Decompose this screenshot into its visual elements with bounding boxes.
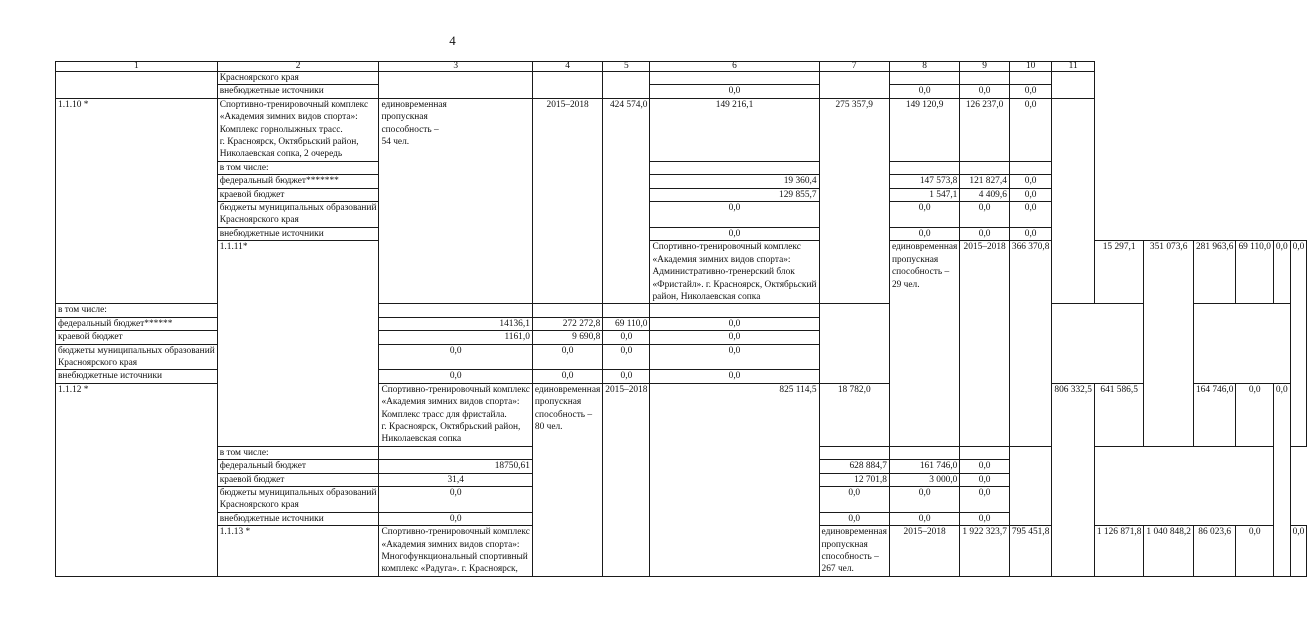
column-header: 3 — [379, 62, 532, 72]
table-cell: 31,4 — [379, 473, 532, 486]
table-cell: 69 110,0 — [603, 317, 650, 330]
table-row — [56, 227, 1307, 240]
source-label: в том числе: — [217, 161, 379, 174]
table-cell: 0,0 — [960, 460, 1010, 473]
item-name: Спортивно-тренировочный комплекс «Академия зимних видов спорта»: Многофункциональный спортивный комплекс «Радуга». г. Красноярск, — [379, 526, 532, 577]
table-cell: 1 547,1 — [889, 188, 959, 201]
source-label: в том числе: — [217, 446, 379, 459]
table-cell: 18 782,0 — [819, 383, 889, 446]
table-cell: 628 884,7 — [819, 460, 889, 473]
table-cell: 0,0 — [379, 370, 532, 383]
table-cell: 0,0 — [1009, 85, 1052, 98]
source-label: федеральный бюджет******* — [217, 175, 379, 188]
table-cell: 0,0 — [960, 473, 1010, 486]
table-cell: 0,0 — [1236, 383, 1273, 446]
table-cell: 0,0 — [960, 227, 1010, 240]
table-cell: 0,0 — [889, 487, 959, 513]
column-header-row — [56, 62, 1307, 72]
table-cell: 0,0 — [379, 487, 532, 513]
table-row — [56, 202, 1307, 228]
table-cell: 0,0 — [1009, 188, 1052, 201]
table-cell: 0,0 — [1290, 526, 1307, 577]
table-cell: 1 126 871,8 — [1094, 526, 1144, 577]
table-cell: 0,0 — [819, 487, 889, 513]
item-name: Спортивно-тренировочный комплекс «Академия зимних видов спорта»: Административно-тренерский блок «Фристайл». г. Красноярск, Октябрьский район, Николаевская сопка — [650, 241, 819, 304]
source-label: краевой бюджет — [56, 331, 218, 344]
table-cell: 0,0 — [1273, 241, 1290, 304]
table-cell: 0,0 — [1009, 227, 1052, 240]
table-cell: 0,0 — [960, 487, 1010, 513]
table-cell: 0,0 — [650, 331, 819, 344]
table-cell: 0,0 — [603, 370, 650, 383]
table-cell: 0,0 — [1009, 175, 1052, 188]
item-number: 1.1.10 * — [56, 98, 218, 304]
table-cell — [1052, 98, 1095, 304]
source-label: бюджеты муниципальных образований Красноярского края — [217, 487, 379, 513]
table-cell: 4 409,6 — [960, 188, 1010, 201]
table-cell: 806 332,5 — [1052, 383, 1095, 576]
table-cell: 0,0 — [650, 202, 819, 228]
item-capacity: единовременная пропускная способность – 80 чел. — [532, 383, 602, 576]
table-row — [56, 175, 1307, 188]
table-cell: 0,0 — [650, 370, 819, 383]
source-label: внебюджетные источники — [56, 370, 218, 383]
table-cell: 164 746,0 — [1193, 383, 1236, 446]
table-cell: 275 357,9 — [819, 98, 889, 304]
table-cell: 121 827,4 — [960, 175, 1010, 188]
table-cell: 0,0 — [379, 344, 532, 370]
table-cell: 69 110,0 — [1236, 241, 1273, 304]
table-cell: 9 690,8 — [532, 331, 602, 344]
table-cell: 86 023,6 — [1193, 526, 1236, 577]
table-cell: 0,0 — [532, 344, 602, 370]
source-label: федеральный бюджет — [217, 460, 379, 473]
source-label: краевой бюджет — [217, 473, 379, 486]
source-label: Красноярского края — [217, 72, 379, 85]
item-period: 2015–2018 — [960, 241, 1010, 447]
table-cell: 3 000,0 — [889, 473, 959, 486]
table-cell: 161 746,0 — [889, 460, 959, 473]
table-cell: 129 855,7 — [650, 188, 819, 201]
table-cell: 0,0 — [532, 370, 602, 383]
table-cell: 126 237,0 — [960, 98, 1010, 161]
column-header: 8 — [889, 62, 959, 72]
table-cell: 795 451,8 — [1009, 526, 1052, 577]
item-capacity: единовременная пропускная способность – 267 чел. — [819, 526, 889, 577]
table-cell: 12 701,8 — [819, 473, 889, 486]
column-header: 7 — [819, 62, 889, 72]
item-name: Спортивно-тренировочный комплекс «Академия зимних видов спорта»: Комплекс трасс для фристайла. г. Красноярск, Октябрьский район, Николаевская сопка — [379, 383, 532, 446]
item-total: 1 922 323,7 — [960, 526, 1010, 577]
table-cell: 0,0 — [819, 512, 889, 525]
table-cell: 0,0 — [650, 227, 819, 240]
column-header: 4 — [532, 62, 602, 72]
source-label: бюджеты муниципальных образований Красноярского края — [56, 344, 218, 370]
table-row — [56, 161, 1307, 174]
column-header: 11 — [1052, 62, 1095, 72]
table-cell: 0,0 — [889, 227, 959, 240]
column-header: 1 — [56, 62, 218, 72]
item-capacity: единовременная пропускная способность – 29 чел. — [889, 241, 959, 447]
table-row — [56, 85, 1307, 98]
table-cell: 0,0 — [379, 512, 532, 525]
source-label: краевой бюджет — [217, 188, 379, 201]
table-cell: 0,0 — [1290, 241, 1307, 447]
item-number: 1.1.11* — [217, 241, 379, 447]
table-cell: 641 586,5 — [1094, 383, 1144, 446]
table-cell: 272 272,8 — [532, 317, 602, 330]
table-cell: 0,0 — [650, 317, 819, 330]
table-cell: 0,0 — [1009, 202, 1052, 228]
column-header: 5 — [603, 62, 650, 72]
table-cell: 0,0 — [650, 344, 819, 370]
table-cell: 281 963,6 — [1193, 241, 1236, 304]
item-total: 366 370,8 — [1009, 241, 1052, 447]
item-total: 424 574,0 — [603, 98, 650, 304]
table-cell: 0,0 — [1273, 383, 1290, 576]
table-cell: 0,0 — [960, 202, 1010, 228]
table-cell: 0,0 — [1236, 526, 1273, 577]
table-row — [56, 98, 1307, 161]
item-number: 1.1.12 * — [56, 383, 218, 576]
item-period: 2015–2018 — [532, 98, 602, 304]
column-header: 2 — [217, 62, 379, 72]
table-row — [56, 241, 1307, 304]
table-cell: 149 120,9 — [889, 98, 959, 161]
table-cell: 0,0 — [1009, 98, 1052, 161]
table-cell: 0,0 — [960, 512, 1010, 525]
table-cell: 0,0 — [889, 512, 959, 525]
item-total: 825 114,5 — [650, 383, 819, 576]
column-header: 9 — [960, 62, 1010, 72]
table-cell: 351 073,6 — [1144, 241, 1194, 447]
table-cell: 0,0 — [650, 85, 819, 98]
program-table — [55, 61, 1307, 577]
item-name: Спортивно-тренировочный комплекс «Академия зимних видов спорта»: Комплекс горнолыжных трасс. г. Красноярск, Октябрьский район, Николаевская сопка, 2 очередь — [217, 98, 379, 161]
item-number: 1.1.13 * — [217, 526, 379, 577]
table-cell: 1 040 848,2 — [1144, 526, 1194, 577]
table-cell: 0,0 — [603, 331, 650, 344]
table-cell: 19 360,4 — [650, 175, 819, 188]
table-cell: 14136,1 — [379, 317, 532, 330]
source-label: федеральный бюджет****** — [56, 317, 218, 330]
source-label: бюджеты муниципальных образований Красноярского края — [217, 202, 379, 228]
table-row — [56, 188, 1307, 201]
item-capacity: единовременная пропускная способность – 54 чел. — [379, 98, 532, 304]
source-label: внебюджетные источники — [217, 85, 379, 98]
table-cell: 149 216,1 — [650, 98, 819, 161]
source-label: внебюджетные источники — [217, 512, 379, 525]
source-label: внебюджетные источники — [217, 227, 379, 240]
table-cell: 0,0 — [603, 344, 650, 370]
page-number: 4 — [449, 33, 456, 48]
table-cell: 147 573,8 — [889, 175, 959, 188]
table-cell: 0,0 — [889, 202, 959, 228]
table-cell: 18750,61 — [379, 460, 532, 473]
source-label: в том числе: — [56, 304, 218, 317]
table-cell: 0,0 — [960, 85, 1010, 98]
item-period: 2015–2018 — [889, 526, 959, 577]
column-header: 10 — [1009, 62, 1052, 72]
table-cell: 1161,0 — [379, 331, 532, 344]
table-cell: 0,0 — [889, 85, 959, 98]
item-period: 2015–2018 — [603, 383, 650, 576]
column-header: 6 — [650, 62, 819, 72]
table-row — [56, 72, 1307, 85]
table-cell: 15 297,1 — [1094, 241, 1144, 304]
